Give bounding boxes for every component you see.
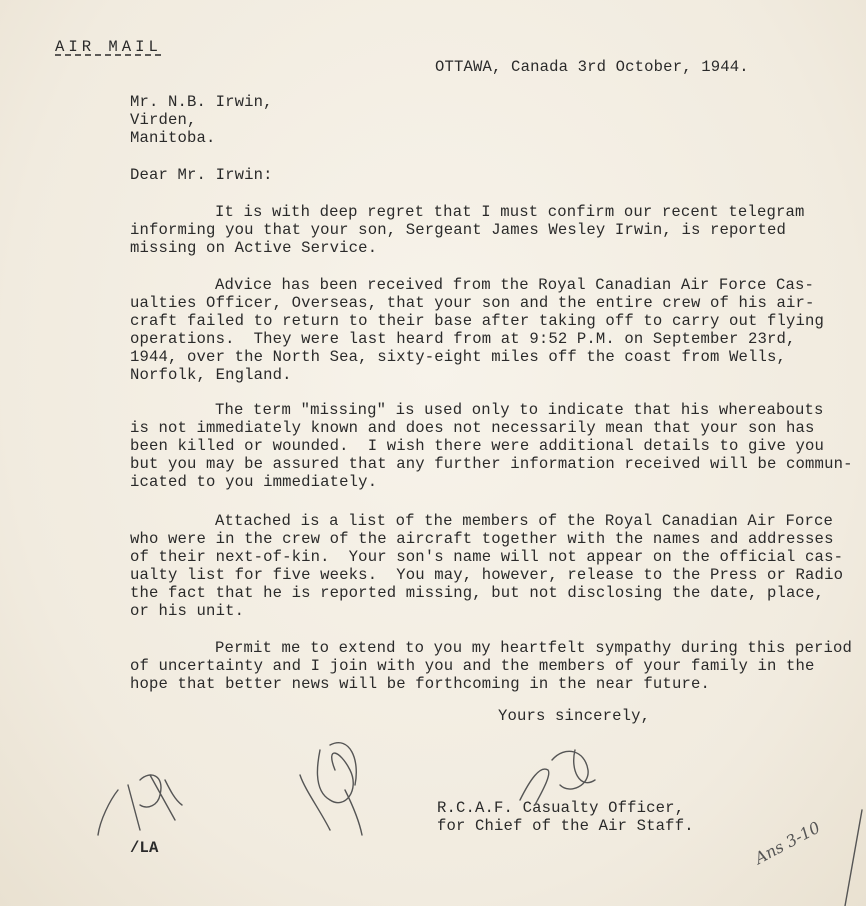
paragraph-line: ualty list for five weeks. You may, however, release to the Press or Radio (130, 566, 844, 584)
paragraph-line: of their next-of-kin. Your son's name will not appear on the official cas- (130, 548, 844, 566)
typist-initials: /LA (130, 839, 159, 857)
paragraph-line: the fact that he is reported missing, but not disclosing the date, place, (130, 584, 825, 602)
paragraph-line: Attached is a list of the members of the Royal Canadian Air Force (215, 512, 834, 530)
closing: Yours sincerely, (498, 707, 651, 725)
paragraph-line: Permit me to extend to you my heartfelt sympathy during this period (215, 639, 853, 657)
paragraph-line: operations. They were last heard from at 9:52 P.M. on September 23rd, (130, 330, 796, 348)
address-line: Manitoba. (130, 129, 216, 147)
paragraph-line: hope that better news will be forthcoming in the near future. (130, 675, 710, 693)
paragraph-line: ualties Officer, Overseas, that your son and the entire crew of his air- (130, 294, 815, 312)
address-line: Mr. N.B. Irwin, (130, 93, 273, 111)
handwritten-signature (520, 750, 595, 805)
paragraph-line: missing on Active Service. (130, 239, 378, 257)
signature-title: for Chief of the Air Staff. (437, 817, 694, 835)
paragraph-line: Advice has been received from the Royal Canadian Air Force Cas- (215, 276, 814, 294)
paragraph-line: icated to you immediately. (130, 473, 378, 491)
address-line: Virden, (130, 111, 197, 129)
handwritten-initials-middle (300, 743, 362, 835)
handwritten-note: Ans 3-10 (751, 817, 824, 868)
dateline: OTTAWA, Canada 3rd October, 1944. (435, 58, 749, 76)
paragraph-line: been killed or wounded. I wish there were additional details to give you (130, 437, 825, 455)
paragraph-line: who were in the crew of the aircraft together with the names and addresses (130, 530, 834, 548)
paragraph-line: The term "missing" is used only to indicate that his whereabouts (215, 401, 824, 419)
paragraph-line: It is with deep regret that I must confirm our recent telegram (215, 203, 805, 221)
paragraph-line: informing you that your son, Sergeant James Wesley Irwin, is reported (130, 221, 787, 239)
air-mail-heading: AIR MAIL (55, 38, 162, 56)
paragraph-line: of uncertainty and I join with you and the members of your family in the (130, 657, 815, 675)
paragraph-line: craft failed to return to their base after taking off to carry out flying (130, 312, 825, 330)
signature-title: R.C.A.F. Casualty Officer, (437, 799, 685, 817)
paragraph-line: but you may be assured that any further information received will be commun- (130, 455, 853, 473)
paragraph-line: is not immediately known and does not necessarily mean that your son has (130, 419, 815, 437)
page-edge-mark (845, 810, 862, 906)
paragraph-line: Norfolk, England. (130, 366, 292, 384)
paragraph-line: 1944, over the North Sea, sixty-eight miles off the coast from Wells, (130, 348, 787, 366)
salutation: Dear Mr. Irwin: (130, 166, 273, 184)
paragraph-line: or his unit. (130, 602, 245, 620)
handwritten-initials-left (98, 775, 182, 835)
